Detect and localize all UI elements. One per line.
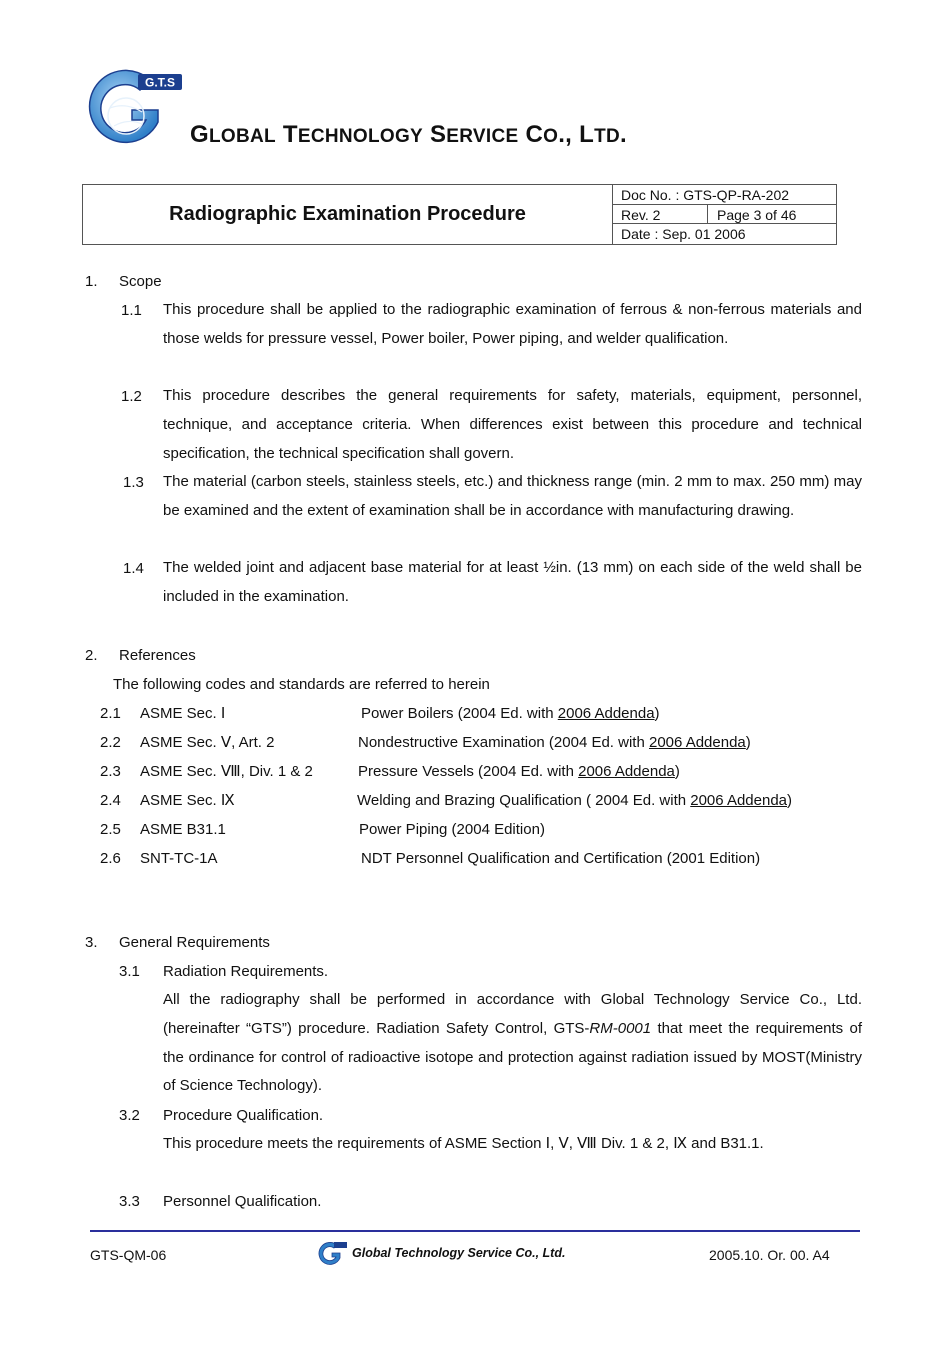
company-logo [88,66,184,148]
reference-description [361,704,660,724]
footer-brand [318,1240,565,1266]
clause-text-part: that meet the requirements of the ordinance for control of radioactive isotope and protection against radiation issued by MOST(Ministry of Science Technology). [163,1019,862,1095]
clause-number: 3.1 [119,963,140,980]
clause-number: 1.2 [121,388,142,405]
references-intro: The following codes and standards are referred to herein [113,676,490,693]
reference-description [357,791,792,811]
company-name-rest: TD [594,126,620,147]
reference-number: 2.5 [100,821,121,838]
document-meta [612,185,837,244]
clause-number: 1.1 [121,302,142,319]
clause-text-part: All the radiography shall be performed in accordance with Global Technology Service Co., Ltd. (hereinafter “GTS”) procedure. Radiation Safety Control, GTS- [163,991,862,1037]
title-block [82,184,837,245]
clause-text: The material (carbon steels, stainless steels, etc.) and thickness range (min. 2 mm to max. 250 mm) may be examined and the extent of examination shall be in accordance with manufacturing drawing. [163,473,862,519]
clause-number: 1.3 [123,474,144,491]
reference-code: ASME B31.1 [140,821,226,838]
reference-number: 2.4 [100,792,121,809]
clause-text: This procedure meets the requirements of ASME Section Ⅰ, Ⅴ, Ⅷ Div. 1 & 2, Ⅸ and B31.1. [163,1135,764,1152]
clause-number: 3.3 [119,1193,140,1210]
reference-number: 2.3 [100,763,121,780]
reference-number: 2.2 [100,734,121,751]
company-name-rest: ERVICE [446,126,519,147]
company-name-rest: LOBAL [208,126,276,147]
reference-description [361,849,760,869]
page-number: Page 3 of 46 [717,206,797,223]
reference-code: ASME Sec. Ⅰ [140,705,226,722]
reference-title: Nondestructive Examination (2004 Ed. with [358,734,649,751]
clause-text: The welded joint and adjacent base material for at least ½in. (13 mm) on each side of the weld shall be included in the examination. [163,559,862,605]
section-heading-scope: Scope [119,273,162,290]
reference-code: ASME Sec. Ⅸ [140,792,235,809]
revision: Rev. 2 [613,205,708,224]
footer-form-number: GTS-QM-06 [90,1247,167,1263]
footer-logo-icon [318,1240,348,1266]
clause-text: This procedure shall be applied to the radiographic examination of ferrous & non-ferrous materials and those welds for pressure vessel, Power boiler, Power piping, and welder qualification. [163,301,862,347]
reference-number: 2.1 [100,705,121,722]
section-heading-references: References [119,647,196,664]
section-number: 3. [85,934,98,951]
doc-number: Doc No. : GTS-QP-RA-202 [613,185,837,205]
reference-tail: ) [745,734,751,751]
reference-description [359,820,545,840]
reference-addenda: 2006 Addenda [648,734,746,751]
section-heading-general-requirements: General Requirements [119,934,270,951]
reference-addenda: 2006 Addenda [690,792,788,809]
footer-company-name: Global Technology Service Co., Ltd. [352,1246,566,1260]
company-name-rest: O [543,126,559,147]
reference-description [358,762,680,782]
reference-tail: ) [787,792,793,809]
company-name-initial: S [423,121,447,148]
company-name-initial: ., L [558,121,595,148]
company-name-rest: ECHNOLOGY [297,126,423,147]
reference-code: ASME Sec. Ⅴ, Art. 2 [140,734,275,751]
company-name-initial: . [620,121,627,148]
clause-number: 1.4 [123,560,144,577]
footer-revision: 2005.10. Or. 00. A4 [709,1247,830,1263]
footer-divider [90,1230,860,1232]
company-name-initial: C [518,121,544,148]
clause-text: This procedure describes the general requirements for safety, materials, equipment, personnel, technique, and acceptance criteria. When differences exist between this procedure and technical specification, the technical specification shall govern. [163,387,862,462]
reference-number: 2.6 [100,850,121,867]
reference-code: ASME Sec. Ⅷ, Div. 1 & 2 [140,763,313,780]
company-name-initial: T [275,121,298,148]
clause-text [163,986,862,1101]
clause-title: Radiation Requirements. [163,963,329,980]
reference-title: Welding and Brazing Qualification ( 2004 Ed. with [357,792,691,809]
procedure-reference: RM-0001 [589,1019,652,1037]
section-number: 2. [85,647,98,664]
reference-code: SNT-TC-1A [140,850,218,867]
reference-description [358,733,751,753]
clause-number: 3.2 [119,1107,140,1124]
reference-title: Power Boilers (2004 Ed. with [361,705,558,722]
clause-title: Procedure Qualification. [163,1107,324,1124]
document-title: Radiographic Examination Procedure [169,203,526,225]
company-name [190,121,627,149]
reference-title: Power Piping (2004 Edition) [359,821,545,838]
reference-tail: ) [654,705,660,722]
document-date: Date : Sep. 01 2006 [621,226,746,243]
reference-title: NDT Personnel Qualification and Certification (2001 Edition) [361,850,761,867]
reference-addenda: 2006 Addenda [578,763,675,780]
clause-title: Personnel Qualification. [163,1193,322,1210]
reference-tail: ) [674,763,680,780]
company-name-initial: G [190,121,209,148]
reference-addenda: 2006 Addenda [557,705,655,722]
reference-title: Pressure Vessels (2004 Ed. with [358,763,579,780]
logo-text: G.T.S [144,75,176,90]
section-number: 1. [85,273,98,290]
